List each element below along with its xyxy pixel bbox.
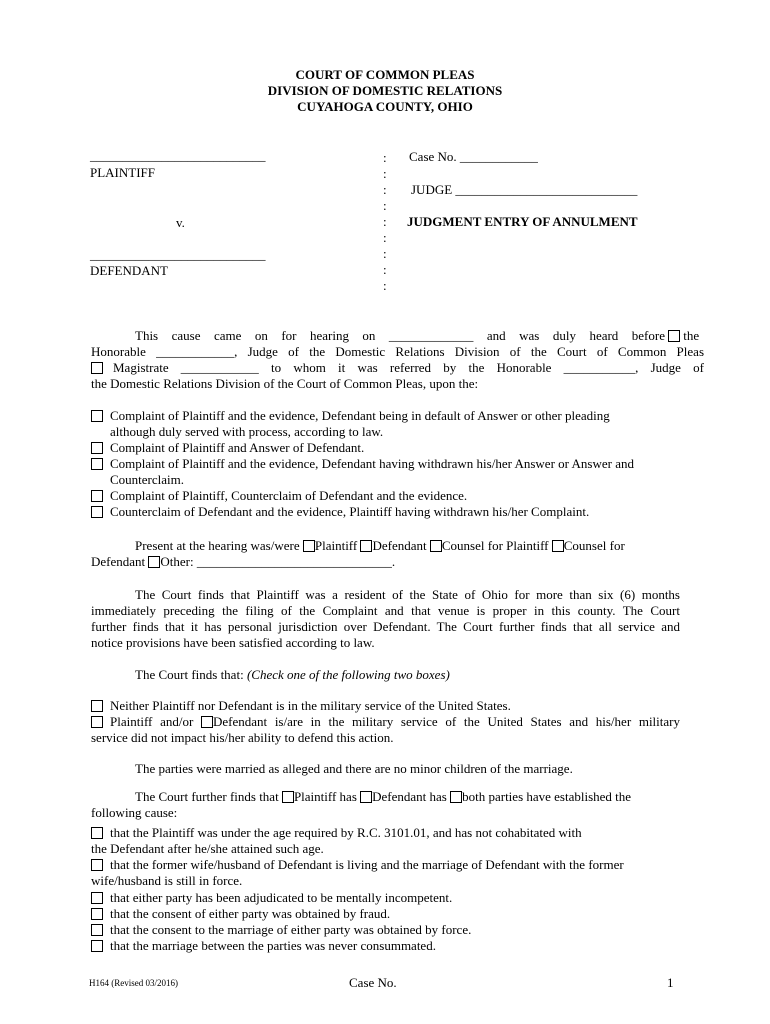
defendant-label: DEFENDANT <box>90 263 168 278</box>
cause-lead: The Court further finds that <box>135 789 279 804</box>
cause-following: following cause: <box>91 805 178 820</box>
court-name: COURT OF COMMON PLEAS <box>295 67 475 82</box>
cause-both-checkbox[interactable] <box>450 791 462 803</box>
page-number: 1 <box>667 975 674 990</box>
case-number-field[interactable]: Case No. ____________ <box>409 149 538 164</box>
cause-unconsummated-checkbox[interactable] <box>91 940 103 952</box>
option-withdrawn-answer-text-cont: Counterclaim. <box>110 472 185 487</box>
findings-line-3: further finds that it has personal jurisdiction over Defendant. The Court further finds that all service and <box>91 619 680 634</box>
cause-underage-checkbox[interactable] <box>91 827 103 839</box>
footer-case-no: Case No. <box>349 975 397 990</box>
cause-bigamy-text: that the former wife/husband of Defendant is living and the marriage of Defendant with the former <box>110 857 624 872</box>
option-default-text: Complaint of Plaintiff and the evidence, Defendant being in default of Answer or other pleading <box>110 408 610 423</box>
present-plaintiff-label: Plaintiff <box>314 538 358 553</box>
present-line <box>135 538 625 554</box>
division-name: DIVISION OF DOMESTIC RELATIONS <box>267 83 503 98</box>
intro-line-2: Honorable ____________, Judge of the Domestic Relations Division of the Court of Common Pleas <box>91 344 704 359</box>
option-withdrawn-answer-text: Complaint of Plaintiff and the evidence, Defendant having withdrawn his/her Answer or Answer and <box>110 456 634 471</box>
caption-colon: : <box>383 246 387 261</box>
military-neither-text: Neither Plaintiff nor Defendant is in the military service of the United States. <box>110 698 511 713</box>
form-id: H164 (Revised 03/2016) <box>89 978 178 988</box>
caption-colon: : <box>383 150 387 165</box>
findings-line-2: immediately preceding the filing of the Complaint and that venue is proper in this county. The Court <box>91 603 680 618</box>
cause-incompetent-text: that either party has been adjudicated to be mentally incompetent. <box>110 890 453 905</box>
present-line-2 <box>91 554 395 570</box>
military-lead <box>135 667 450 683</box>
cause-underage-text-cont: the Defendant after he/she attained such age. <box>91 841 324 856</box>
cause-defendant-checkbox[interactable] <box>360 791 372 803</box>
military-defendant-checkbox[interactable] <box>201 716 213 728</box>
present-other-checkbox[interactable] <box>148 556 160 568</box>
versus-label: v. <box>176 215 185 230</box>
cause-fraud-checkbox[interactable] <box>91 908 103 920</box>
option-counterclaim-withdrawn-checkbox[interactable] <box>91 506 103 518</box>
cause-defendant-label: Defendant has <box>372 789 447 804</box>
marriage-finding: The parties were married as alleged and there are no minor children of the marriage. <box>135 761 573 776</box>
cause-bigamy-text-cont: wife/husband is still in force. <box>91 873 243 888</box>
caption-colon: : <box>383 198 387 213</box>
caption-colon: : <box>383 166 387 181</box>
military-service-line <box>110 714 680 730</box>
military-instruction: (Check one of the following two boxes) <box>246 667 450 682</box>
cause-underage-text: that the Plaintiff was under the age required by R.C. 3101.01, and has not cohabitated with <box>110 825 582 840</box>
option-counterclaim-checkbox[interactable] <box>91 490 103 502</box>
option-counterclaim-withdrawn-text: Counterclaim of Defendant and the evidence, Plaintiff having withdrawn his/her Complaint. <box>110 504 590 519</box>
intro-line-4: the Domestic Relations Division of the Court of Common Pleas, upon the: <box>91 376 479 391</box>
military-defendant-label: Defendant is/are in the military service of the United States and his/her military <box>212 714 680 729</box>
option-answer-text: Complaint of Plaintiff and Answer of Defendant. <box>110 440 365 455</box>
findings-line-1: The Court finds that Plaintiff was a resident of the State of Ohio for more than six (6) months <box>135 587 680 602</box>
honorable-judge-option <box>668 328 699 344</box>
present-counsel-defendant-checkbox[interactable] <box>552 540 564 552</box>
present-defendant-counsel-label: Defendant <box>91 554 146 569</box>
cause-both-label: both parties have established the <box>462 789 632 804</box>
present-counsel-plaintiff-label: Counsel for Plaintiff <box>441 538 549 553</box>
military-service-line-2: service did not impact his/her ability to defend this action. <box>91 730 394 745</box>
option-default-checkbox[interactable] <box>91 410 103 422</box>
cause-force-checkbox[interactable] <box>91 924 103 936</box>
defendant-name-line[interactable]: ___________________________ <box>90 247 266 262</box>
findings-line-4: notice provisions have been satisfied according to law. <box>91 635 375 650</box>
intro-line-3: Magistrate ____________ to whom it was referred by the Honorable ___________, Judge of <box>113 360 704 375</box>
caption-colon: : <box>383 278 387 293</box>
present-defendant-label: Defendant <box>372 538 427 553</box>
judge-field[interactable]: JUDGE ____________________________ <box>411 182 638 197</box>
option-default-text-cont: although duly served with process, according to law. <box>110 424 384 439</box>
cause-fraud-text: that the consent of either party was obtained by fraud. <box>110 906 391 921</box>
plaintiff-label: PLAINTIFF <box>90 165 156 180</box>
judge-checkbox[interactable] <box>668 330 680 342</box>
cause-plaintiff-label: Plaintiff has <box>293 789 357 804</box>
plaintiff-name-line[interactable]: ___________________________ <box>90 148 266 163</box>
document-title: JUDGMENT ENTRY OF ANNULMENT <box>407 214 638 229</box>
cause-force-text: that the consent to the marriage of either party was obtained by force. <box>110 922 472 937</box>
cause-unconsummated-text: that the marriage between the parties was never consummated. <box>110 938 436 953</box>
option-withdrawn-answer-checkbox[interactable] <box>91 458 103 470</box>
present-plaintiff-checkbox[interactable] <box>303 540 315 552</box>
cause-bigamy-checkbox[interactable] <box>91 859 103 871</box>
option-counterclaim-text: Complaint of Plaintiff, Counterclaim of Defendant and the evidence. <box>110 488 468 503</box>
county-name: CUYAHOGA COUNTY, OHIO <box>297 99 473 114</box>
caption-colon: : <box>383 230 387 245</box>
present-lead: Present at the hearing was/were <box>135 538 300 553</box>
cause-line <box>135 789 631 805</box>
cause-plaintiff-checkbox[interactable] <box>282 791 294 803</box>
cause-incompetent-checkbox[interactable] <box>91 892 103 904</box>
present-counsel-plaintiff-checkbox[interactable] <box>430 540 442 552</box>
the-text: the <box>683 328 700 343</box>
military-plaintiff-checkbox[interactable] <box>91 716 103 728</box>
present-defendant-checkbox[interactable] <box>360 540 372 552</box>
caption-colon: : <box>383 182 387 197</box>
option-answer-checkbox[interactable] <box>91 442 103 454</box>
caption-colon: : <box>383 262 387 277</box>
magistrate-checkbox[interactable] <box>91 362 103 374</box>
magistrate-option <box>91 360 704 376</box>
present-other-field[interactable]: Other: ______________________________. <box>160 554 396 569</box>
intro-line-1: This cause came on for hearing on _____________ and was duly heard before <box>135 328 665 343</box>
military-lead-text: The Court finds that: <box>135 667 244 682</box>
present-counsel-for-label: Counsel for <box>563 538 625 553</box>
military-service-row <box>110 714 680 730</box>
military-plaintiff-label: Plaintiff and/or <box>110 714 194 729</box>
caption-colon: : <box>383 214 387 229</box>
military-neither-checkbox[interactable] <box>91 700 103 712</box>
